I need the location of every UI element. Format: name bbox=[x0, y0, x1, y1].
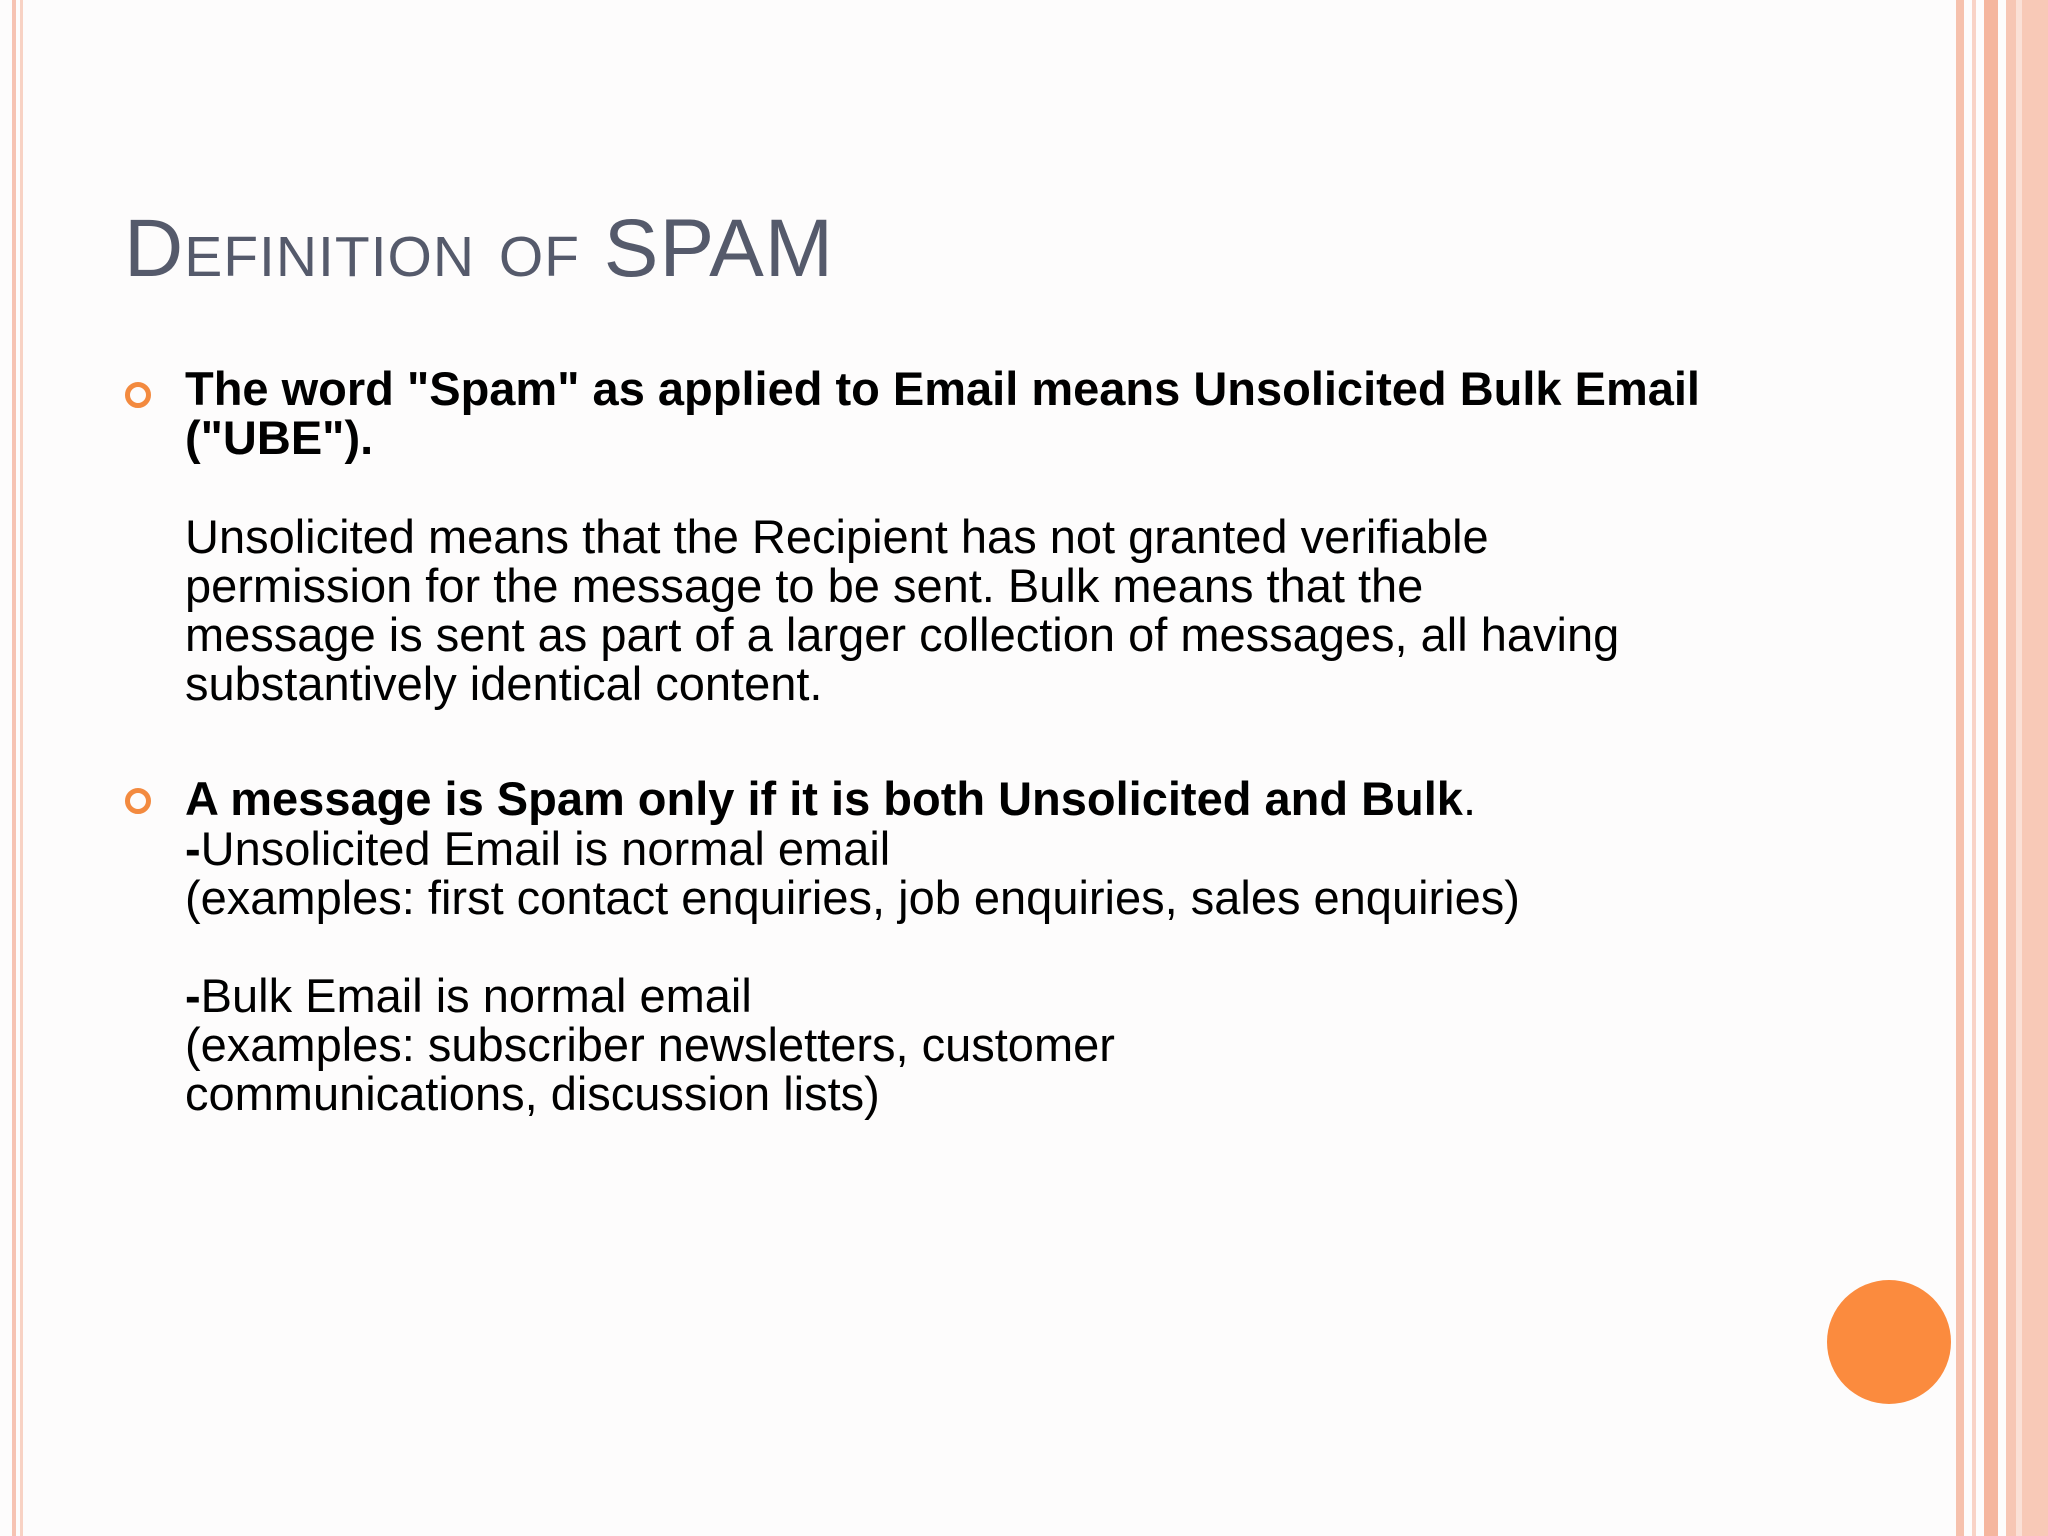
right-stripe bbox=[1984, 0, 1998, 1536]
orange-circle-decoration bbox=[1827, 1280, 1951, 1404]
slide-title: Definition of SPAM bbox=[124, 203, 835, 294]
right-stripe bbox=[1972, 0, 1976, 1536]
left-stripe bbox=[12, 0, 16, 1536]
right-stripe bbox=[2006, 0, 2016, 1536]
bullet-1-heading: The word "Spam" as applied to Email means Unsolicited Bulk Email ("UBE"). bbox=[185, 362, 1700, 464]
sub-item-text: Unsolicited Email is normal email (examples: first contact enquiries, job enquiries, sales enquiries) bbox=[185, 822, 1520, 924]
sub-item-dash: - bbox=[185, 969, 201, 1022]
left-stripe bbox=[20, 0, 23, 1536]
right-stripe bbox=[1956, 0, 1964, 1536]
hollow-circle-bullet-icon bbox=[125, 788, 151, 814]
bullet-2-heading-end: . bbox=[1462, 772, 1477, 825]
bullet-2-sub-item-unsolicited bbox=[185, 824, 1785, 922]
bullet-2-heading-line bbox=[185, 774, 1785, 823]
right-stripe bbox=[2022, 0, 2048, 1536]
bullet-2-sub-item-bulk bbox=[185, 971, 1785, 1118]
hollow-circle-bullet-icon bbox=[125, 382, 151, 408]
sub-item-dash: - bbox=[185, 822, 201, 875]
sub-item-text: Bulk Email is normal email (examples: subscriber newsletters, customer communications, discussion lists) bbox=[185, 969, 1115, 1120]
bullet-1-body: Unsolicited means that the Recipient has not granted verifiable permission for the message to be sent. Bulk means that the message is sent as part of a larger collection of messages, all having substantively identical content. bbox=[185, 510, 1620, 710]
bullet-2-heading: A message is Spam only if it is both Unsolicited and Bulk bbox=[185, 772, 1463, 825]
